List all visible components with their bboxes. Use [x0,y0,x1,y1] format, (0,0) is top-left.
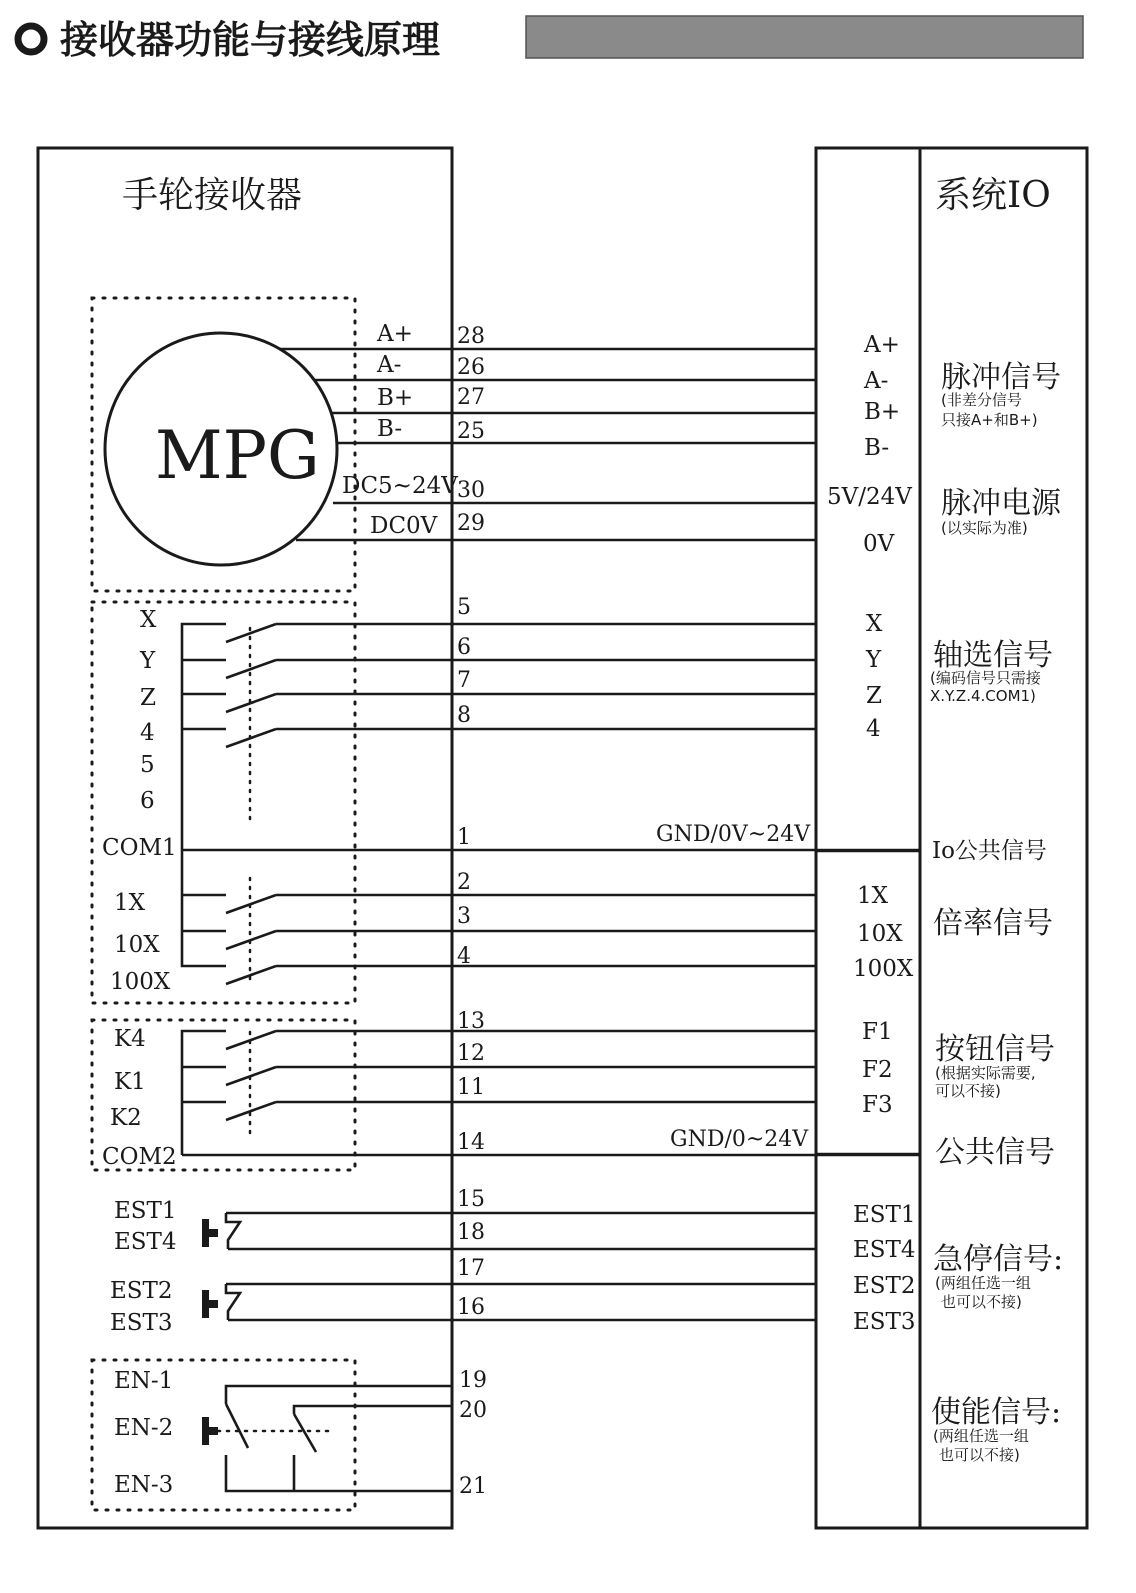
signal-button: 按钮信号 [935,1032,1055,1067]
signal-pulse: 脉冲信号 [941,360,1061,395]
io-b-minus: B- [864,435,890,461]
title-bar [526,16,1083,58]
switch-blade-en2 [294,1414,316,1452]
pin-19: 19 [459,1368,487,1393]
signal-common: 公共信号 [935,1135,1055,1170]
signal-button-note-2: 可以不接) [935,1082,1001,1100]
label-6: 6 [140,788,155,814]
label-100x: 100X [110,969,171,995]
pin-8: 8 [457,703,471,728]
pin-1: 1 [457,825,471,850]
io-b-plus: B+ [864,399,901,425]
pin-18: 18 [457,1220,485,1245]
wire-en2 [294,1406,452,1414]
pin-13: 13 [457,1009,485,1034]
pin-15: 15 [457,1187,485,1212]
io-est1: EST1 [853,1202,916,1228]
note-gnd-1: GND/0V~24V [656,822,811,847]
label-a-plus: A+ [377,321,413,347]
label-4: 4 [140,720,155,746]
estop-button-2 [202,1284,240,1320]
label-dc-supply: DC5~24V [342,473,458,499]
io-f1: F1 [862,1019,893,1045]
wire-en1 [226,1386,452,1404]
label-k1: K1 [114,1069,146,1095]
receiver-title: 手轮接收器 [122,175,303,216]
pin-11: 11 [457,1075,485,1100]
pin-12: 12 [457,1041,485,1066]
signal-estop: 急停信号: [933,1242,1064,1277]
signal-enable: 使能信号: [931,1395,1062,1430]
io-4: 4 [866,716,881,742]
pin-14: 14 [457,1130,485,1155]
signal-pulse-note-1: (非差分信号 [941,391,1022,409]
label-en2: EN-2 [114,1415,174,1441]
io-a-plus: A+ [864,332,900,358]
signal-power-note: (以实际为准) [941,519,1028,537]
io-5v-24v: 5V/24V [827,484,912,510]
io-est3: EST3 [853,1309,916,1335]
label-1x: 1X [114,890,146,916]
pin-27: 27 [457,385,485,410]
mpg-label: MPG [155,417,320,494]
title-bullet [18,26,44,52]
label-z: Z [140,685,156,711]
io-1x: 1X [857,883,889,909]
io-f2: F2 [862,1057,893,1083]
io-est4: EST4 [853,1237,916,1263]
signal-enable-note-1: (两组任选一组 [933,1427,1029,1445]
io-x: X [866,611,883,637]
enable-button [202,1417,218,1445]
label-en1: EN-1 [114,1368,174,1394]
signal-power: 脉冲电源 [941,486,1061,521]
signal-io-common: Io公共信号 [932,838,1047,864]
label-y: Y [140,648,156,674]
pin-20: 20 [459,1398,487,1423]
label-dc-zero: DC0V [370,513,438,539]
estop-button-1 [202,1213,240,1249]
page-title: 接收器功能与接线原理 [60,18,441,62]
label-5: 5 [140,752,155,778]
pin-26: 26 [457,355,485,380]
label-est4: EST4 [114,1229,177,1255]
io-f3: F3 [862,1092,893,1118]
system-io-title: 系统IO [935,175,1051,216]
note-gnd-2: GND/0~24V [670,1127,809,1152]
pin-6: 6 [457,635,471,660]
rate-common-bus [182,850,226,966]
io-est2: EST2 [853,1273,916,1299]
pin-7: 7 [457,668,471,693]
label-com1: COM1 [102,835,177,861]
label-est2: EST2 [110,1278,173,1304]
wire-en3 [226,1455,452,1491]
label-k4: K4 [114,1026,146,1052]
axis-common-bus [182,624,226,850]
io-100x: 100X [853,956,914,982]
button-common-bus [182,1031,226,1155]
pin-5: 5 [457,595,471,620]
label-est1: EST1 [114,1198,177,1224]
signal-enable-note-2: 也可以不接) [939,1446,1020,1464]
pin-28: 28 [457,324,485,349]
io-a-minus: A- [864,368,889,394]
io-10x: 10X [857,921,903,947]
signal-rate: 倍率信号 [933,906,1053,941]
signal-button-note-1: (根据实际需要, [935,1064,1036,1082]
pin-16: 16 [457,1295,485,1320]
signal-axis-note-1: (编码信号只需接 [930,669,1041,687]
signal-estop-note-2: 也可以不接) [941,1293,1022,1311]
label-en3: EN-3 [114,1472,174,1498]
pin-25: 25 [457,419,485,444]
io-y: Y [866,647,882,673]
label-b-minus: B- [377,416,403,442]
pin-21: 21 [459,1474,487,1499]
label-b-plus: B+ [377,385,414,411]
pin-30: 30 [457,478,485,503]
signal-axis: 轴选信号 [933,638,1053,673]
io-0v: 0V [863,531,895,557]
pin-29: 29 [457,511,485,536]
signal-estop-note-1: (两组任选一组 [935,1274,1031,1292]
pin-3: 3 [457,904,471,929]
label-x: X [140,607,157,633]
pin-4: 4 [457,944,471,969]
signal-pulse-note-2: 只接A+和B+) [941,411,1038,429]
io-z: Z [866,683,882,709]
switch-blade-en1 [226,1404,248,1448]
label-a-minus: A- [377,352,402,378]
label-k2: K2 [110,1105,142,1131]
label-est3: EST3 [110,1310,173,1336]
pin-2: 2 [457,870,471,895]
signal-axis-note-2: X.Y.Z.4.COM1) [930,687,1036,705]
label-10x: 10X [114,932,160,958]
pin-17: 17 [457,1256,485,1281]
label-com2: COM2 [102,1144,177,1170]
